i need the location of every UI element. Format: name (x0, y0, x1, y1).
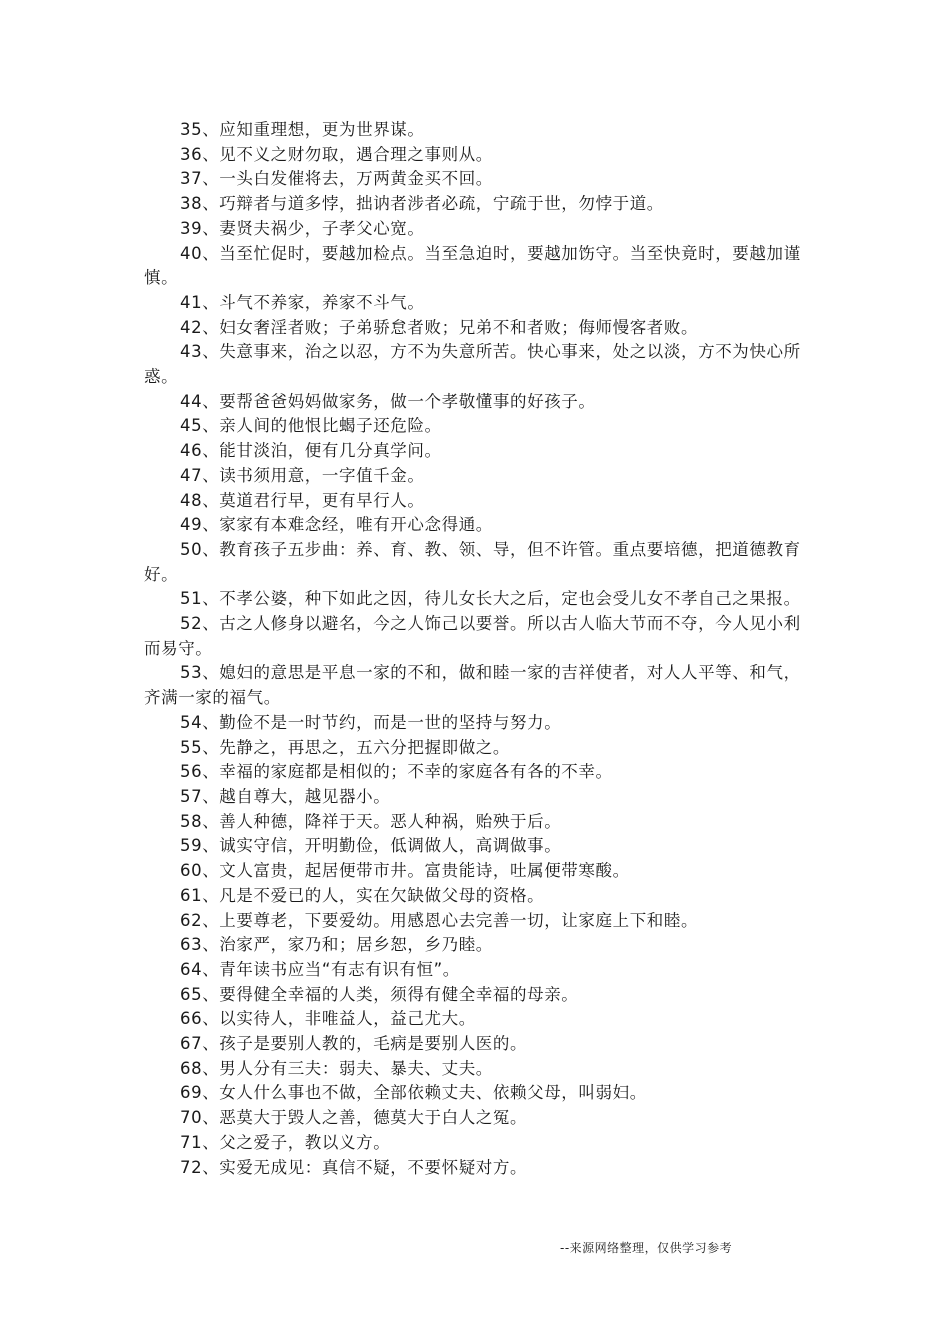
quote-item: 54、勤俭不是一时节约，而是一世的坚持与努力。 (180, 712, 562, 732)
quote-item: 41、斗气不养家，养家不斗气。 (180, 292, 425, 312)
quote-item: 35、应知重理想，更为世界谋。 (180, 120, 425, 139)
quote-item: 46、能甘淡泊，便有几分真学问。 (180, 441, 442, 461)
quote-item: 58、善人种德，降祥于天。恶人种祸，贻殃于后。 (180, 811, 562, 831)
quote-item: 63、治家严，家乃和；居乡恕，乡乃睦。 (180, 935, 493, 955)
quote-item: 55、先静之，再思之，五六分把握即做之。 (180, 737, 510, 757)
quote-item: 68、男人分有三夫：弱夫、暴夫、丈夫。 (180, 1058, 493, 1078)
quote-item: 50、教育孩子五步曲：养、育、教、领、导，但不许管。重点要培德，把道德教育好。 (144, 539, 801, 584)
quote-item: 64、青年读书应当“有志有识有恒”。 (180, 959, 460, 979)
quote-item: 69、女人什么事也不做，全部依赖丈夫、依赖父母，叫弱妇。 (180, 1083, 647, 1103)
quote-item: 59、诚实守信，开明勤俭，低调做人，高调做事。 (180, 836, 562, 856)
quote-item: 71、父之爱子，教以义方。 (180, 1132, 391, 1152)
quote-item: 49、家家有本难念经，唯有开心念得通。 (180, 515, 493, 535)
quote-item: 39、妻贤夫祸少，子孝父心宽。 (180, 218, 425, 238)
quote-item: 43、失意事来，治之以忍，方不为失意所苦。快心事来，处之以淡，方不为快心所惑。 (144, 342, 801, 387)
quote-list (144, 118, 808, 1180)
quote-item: 36、见不义之财勿取，遇合理之事则从。 (180, 144, 493, 164)
quote-item: 66、以实待人，非唯益人，益己尤大。 (180, 1009, 476, 1029)
quote-item: 44、要帮爸爸妈妈做家务，做一个孝敬懂事的好孩子。 (180, 391, 596, 411)
quote-item: 53、媳妇的意思是平息一家的不和，做和睦一家的吉祥使者，对人人平等、和气，齐满一家的福气。 (144, 663, 801, 708)
quote-item: 62、上要尊老，下要爱幼。用感恩心去完善一切，让家庭上下和睦。 (180, 910, 699, 930)
quote-item: 40、当至忙促时，要越加检点。当至急迫时，要越加饬守。当至快竟时，要越加谨慎。 (144, 243, 801, 288)
quote-item: 47、读书须用意，一字值千金。 (180, 465, 425, 485)
quote-item: 61、凡是不爱已的人，实在欠缺做父母的资格。 (180, 885, 545, 905)
quote-item: 65、要得健全幸福的人类，须得有健全幸福的母亲。 (180, 984, 579, 1004)
quote-item: 42、妇女奢淫者败；子弟骄怠者败；兄弟不和者败；侮师慢客者败。 (180, 317, 699, 337)
quote-item: 57、越自尊大，越见器小。 (180, 786, 391, 806)
quote-item: 56、幸福的家庭都是相似的；不幸的家庭各有各的不幸。 (180, 762, 613, 782)
quote-item: 51、不孝公婆，种下如此之因，待儿女长大之后，定也会受儿女不孝自己之果报。 (180, 589, 801, 609)
quote-item: 52、古之人修身以避名，今之人饰己以要誉。所以古人临大节而不夺，今人见小利而易守。 (144, 614, 801, 658)
source-footnote: --来源网络整理，仅供学习参考 (560, 1241, 733, 1255)
quote-item: 45、亲人间的他恨比蝎子还危险。 (180, 416, 442, 436)
quote-item: 70、恶莫大于毁人之善，德莫大于白人之冤。 (180, 1108, 528, 1128)
quote-item: 37、一头白发催将去，万两黄金买不回。 (180, 169, 493, 189)
quote-item: 67、孩子是要别人教的，毛病是要别人医的。 (180, 1034, 528, 1054)
quote-item: 72、实爱无成见：真信不疑，不要怀疑对方。 (180, 1157, 528, 1177)
quote-item: 48、莫道君行早，更有早行人。 (180, 490, 425, 510)
quote-item: 38、巧辩者与道多悖，拙讷者涉者必疏，宁疏于世，勿悖于道。 (180, 194, 664, 214)
quote-item: 60、文人富贵，起居便带市井。富贵能诗，吐属便带寒酸。 (180, 861, 630, 881)
